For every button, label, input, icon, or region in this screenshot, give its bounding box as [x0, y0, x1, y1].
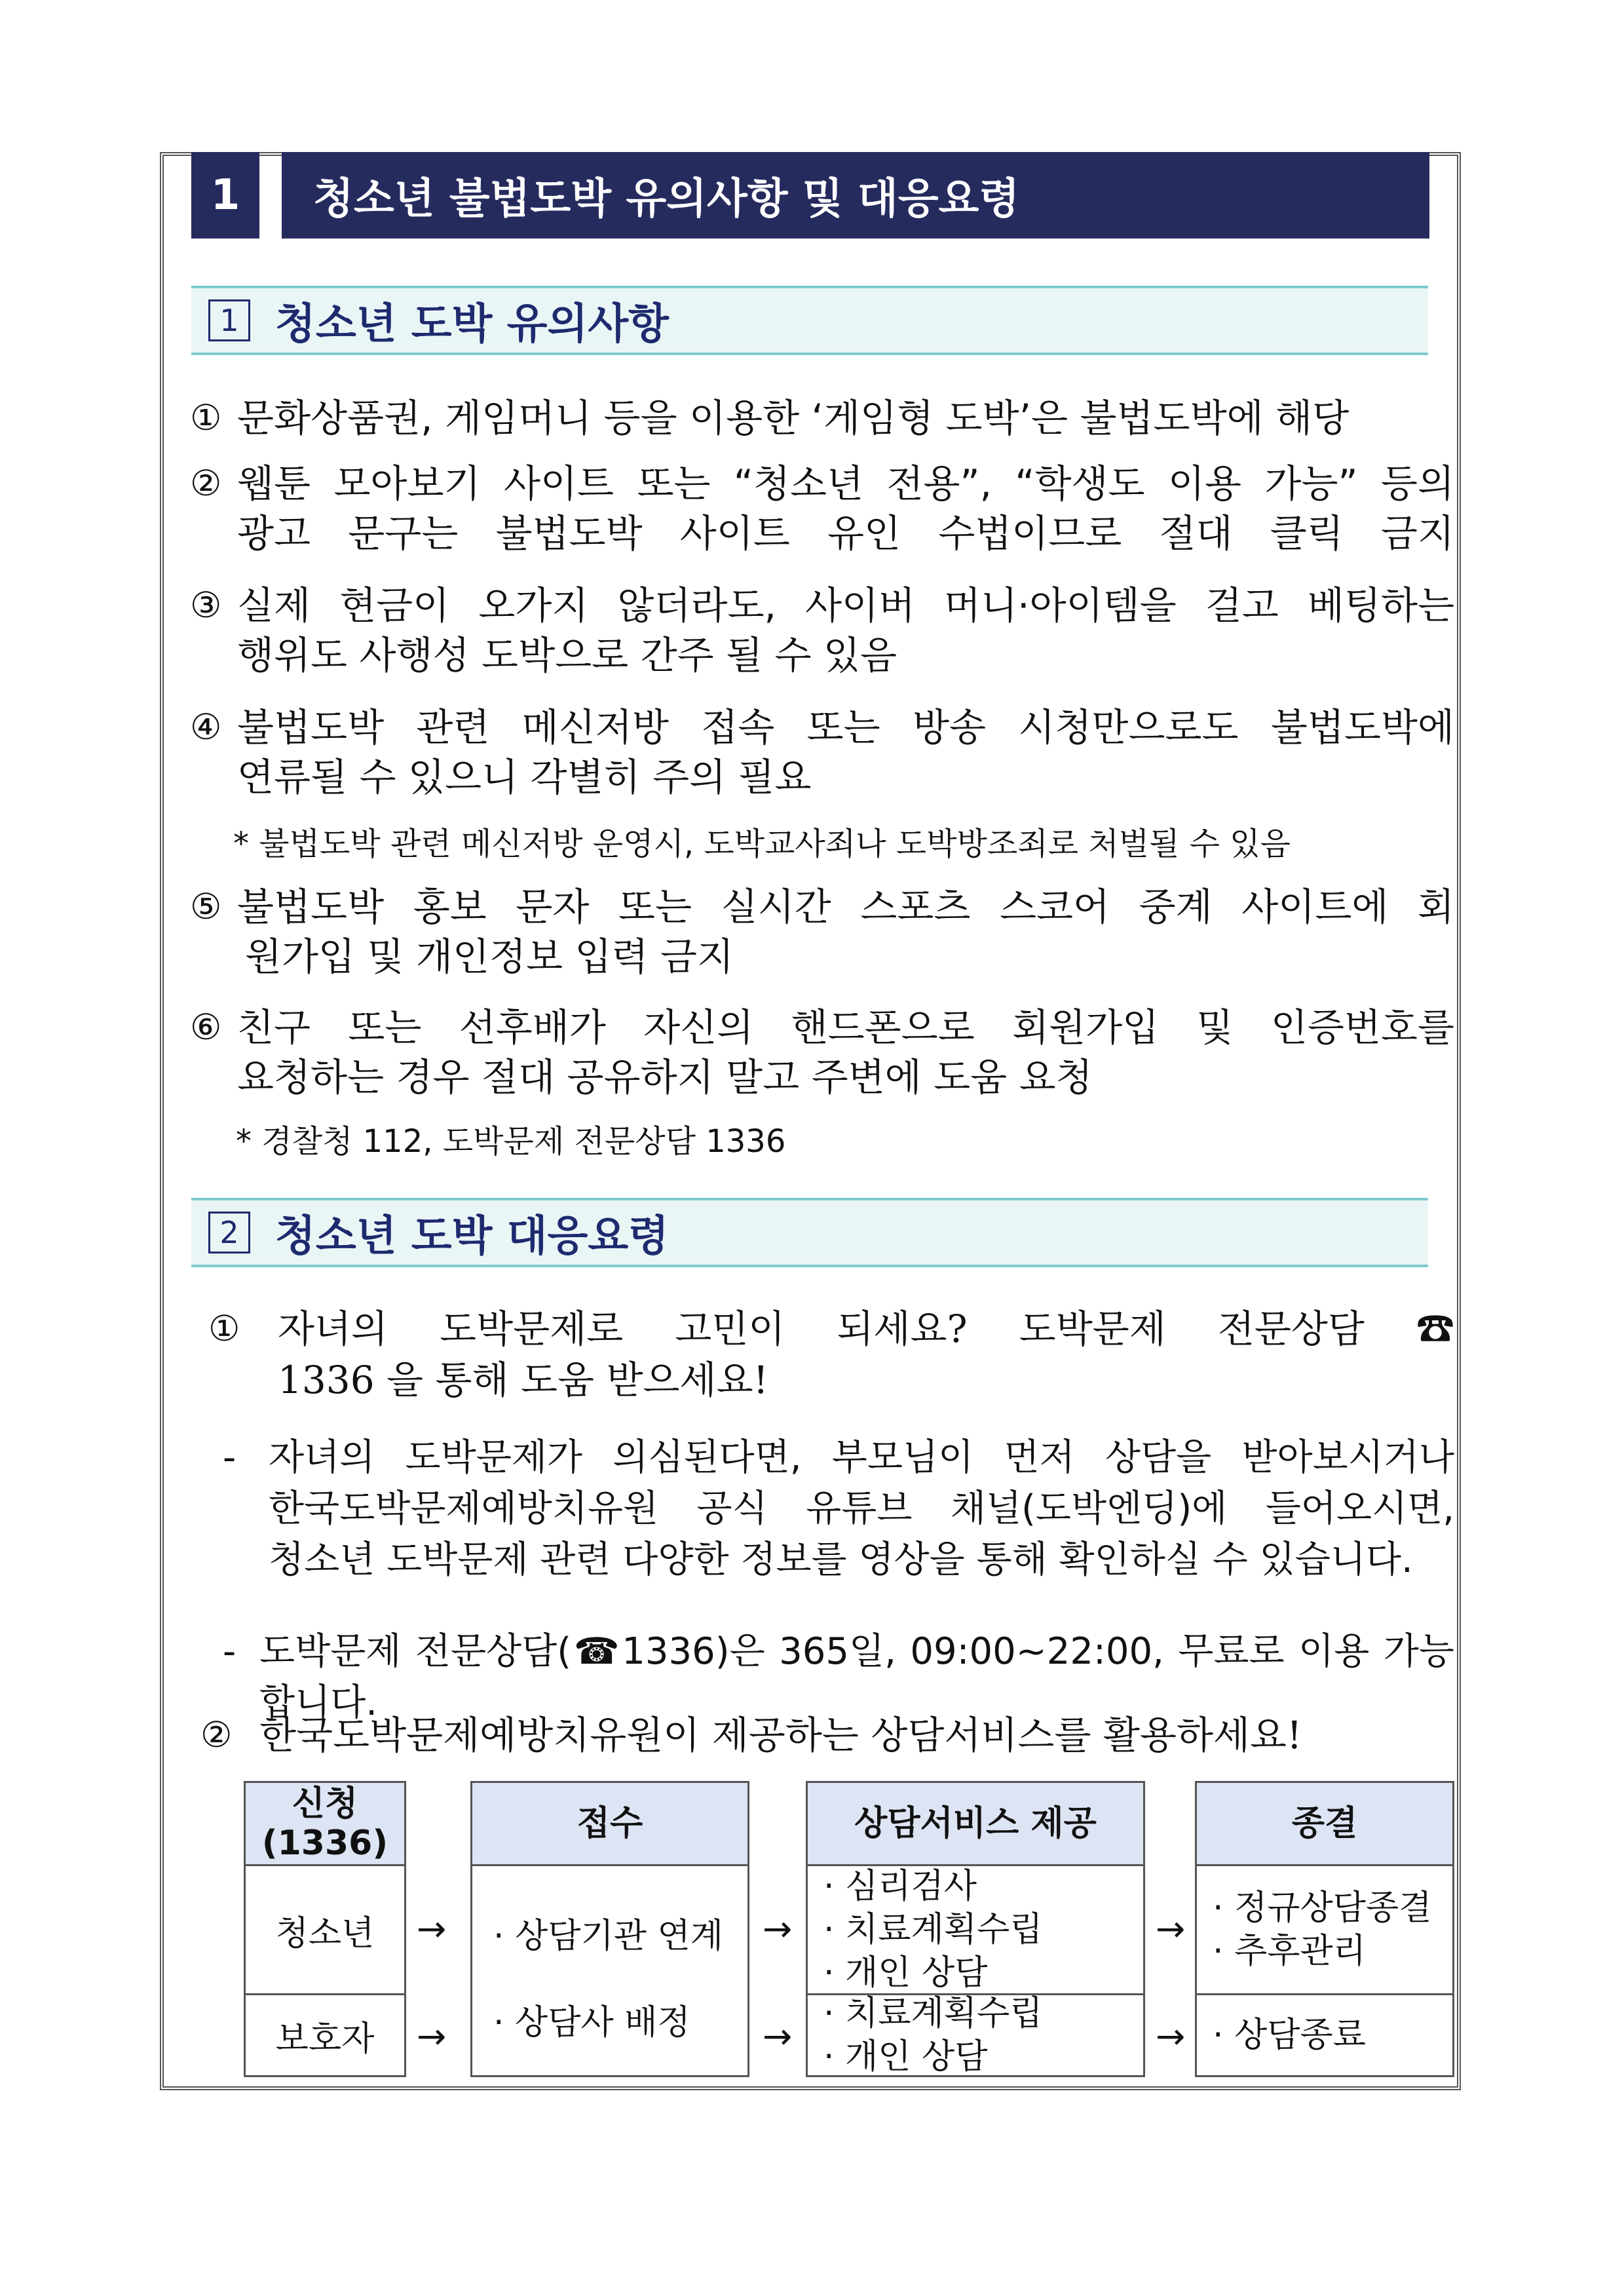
item-text: 광고 문구는 불법도박 사이트 유인 수법이므로 절대 클릭 금지: [237, 511, 1454, 556]
item-text: 한국도박문제예방치유원 공식 유튜브 채널(도박엔딩)에 들어오시면,: [269, 1487, 1454, 1530]
applicant-youth: 청소년: [244, 1864, 406, 1995]
item-text: 문화상품권, 게임머니 등을 이용한 ‘게임형 도박’은 불법도박에 해당: [237, 396, 1350, 440]
header-line: (1336): [261, 1824, 388, 1863]
end-list-youth: [1195, 1864, 1454, 1995]
item-marker: ①: [208, 1308, 240, 1349]
section-number-box: 1: [208, 299, 250, 341]
section-number-box: 2: [208, 1212, 250, 1253]
receive-box: [470, 1864, 749, 2077]
end-item: · 상담종료: [1213, 2016, 1366, 2055]
service-list-youth: [806, 1864, 1145, 1995]
section-title: 청소년 도박 유의사항: [275, 300, 669, 349]
arrow-icon: →: [417, 1908, 447, 1949]
dash-marker: -: [223, 1630, 236, 1673]
receive-assign: · 상담사 배정: [493, 2003, 690, 2042]
item-marker: ③: [190, 584, 222, 626]
item-marker: ②: [190, 463, 222, 504]
flow-header-service: 상담서비스 제공: [806, 1781, 1145, 1866]
end-list-guardian: [1195, 1993, 1454, 2077]
item-text: 연류될 수 있으니 각별히 주의 필요: [237, 755, 812, 799]
item-text: 자녀의 도박문제가 의심된다면, 부모님이 먼저 상담을 받아보시거나: [269, 1436, 1454, 1479]
item-text: 불법도박 관련 메신저방 접속 또는 방송 시청만으로도 불법도박에: [237, 705, 1454, 750]
section-title: 청소년 도박 대응요령: [275, 1212, 669, 1261]
dash-marker: -: [223, 1436, 236, 1479]
arrow-icon: →: [1156, 2016, 1186, 2057]
item-text: 1336 을 통해 도움 받으세요!: [278, 1358, 768, 1402]
item-text: 웹툰 모아보기 사이트 또는 “청소년 전용”, “학생도 이용 가능” 등의: [237, 461, 1454, 506]
note-contacts: * 경찰청 112, 도박문제 전문상담 1336: [236, 1123, 786, 1160]
service-list-guardian: [806, 1993, 1145, 2077]
item-text: 자녀의 도박문제로 고민이 되세요? 도박문제 전문상담 ☎: [278, 1307, 1454, 1351]
arrow-icon: →: [763, 1908, 793, 1949]
item-text: 행위도 사행성 도박으로 간주 될 수 있음: [237, 633, 897, 678]
flow-header-receive: 접수: [470, 1781, 749, 1866]
end-item: · 정규상담종결: [1213, 1888, 1432, 1928]
note-punishment: * 불법도박 관련 메신저방 운영시, 도박교사죄나 도박방조죄로 처벌될 수 있음: [233, 826, 1291, 862]
chapter-title: 청소년 불법도박 유의사항 및 대응요령: [282, 152, 1429, 239]
item-text: 원가입 및 개인정보 입력 금지: [245, 934, 734, 979]
service-item: · 개인 상담: [823, 1953, 988, 1993]
header-line: 신청: [292, 1784, 358, 1824]
end-item: · 추후관리: [1213, 1932, 1366, 1971]
item-text: 친구 또는 선후배가 자신의 핸드폰으로 회원가입 및 인증번호를: [237, 1005, 1454, 1050]
item-marker: ⑤: [190, 886, 222, 927]
item-text: 도박문제 전문상담(☎1336)은 365일, 09:00~22:00, 무료로 이용 가능합니다.: [259, 1630, 1454, 1724]
item-marker: ②: [200, 1714, 233, 1755]
arrow-icon: →: [417, 2016, 447, 2057]
service-item: · 개인 상담: [823, 2037, 988, 2076]
item-marker: ④: [190, 706, 222, 748]
chapter-number: 1: [191, 152, 259, 239]
receive-link: · 상담기관 연계: [493, 1917, 723, 1956]
item-text: 요청하는 경우 절대 공유하지 말고 주변에 도움 요청: [237, 1055, 1093, 1100]
item-marker: ⑥: [190, 1006, 222, 1048]
arrow-icon: →: [763, 2016, 793, 2057]
service-item: · 치료계획수립: [823, 1910, 1043, 1949]
flow-header-apply: [244, 1781, 406, 1866]
section-heading-precautions: [191, 286, 1428, 355]
item-text: 불법도박 홍보 문자 또는 실시간 스포츠 스코어 중계 사이트에 회: [237, 885, 1454, 929]
item-text: 한국도박문제예방치유원이 제공하는 상담서비스를 활용하세요!: [259, 1713, 1302, 1757]
service-item: · 치료계획수립: [823, 1994, 1043, 2033]
applicant-guardian: 보호자: [244, 1993, 406, 2077]
item-marker: ①: [190, 397, 222, 438]
flow-header-end: 종결: [1195, 1781, 1454, 1866]
section-heading-response: [191, 1198, 1428, 1267]
item-text: 청소년 도박문제 관련 다양한 정보를 영상을 통해 확인하실 수 있습니다.: [269, 1539, 1413, 1581]
item-text: 실제 현금이 오가지 않더라도, 사이버 머니·아이템을 걸고 베팅하는: [237, 583, 1454, 628]
arrow-icon: →: [1156, 1908, 1186, 1949]
service-item: · 심리검사: [823, 1867, 977, 1906]
